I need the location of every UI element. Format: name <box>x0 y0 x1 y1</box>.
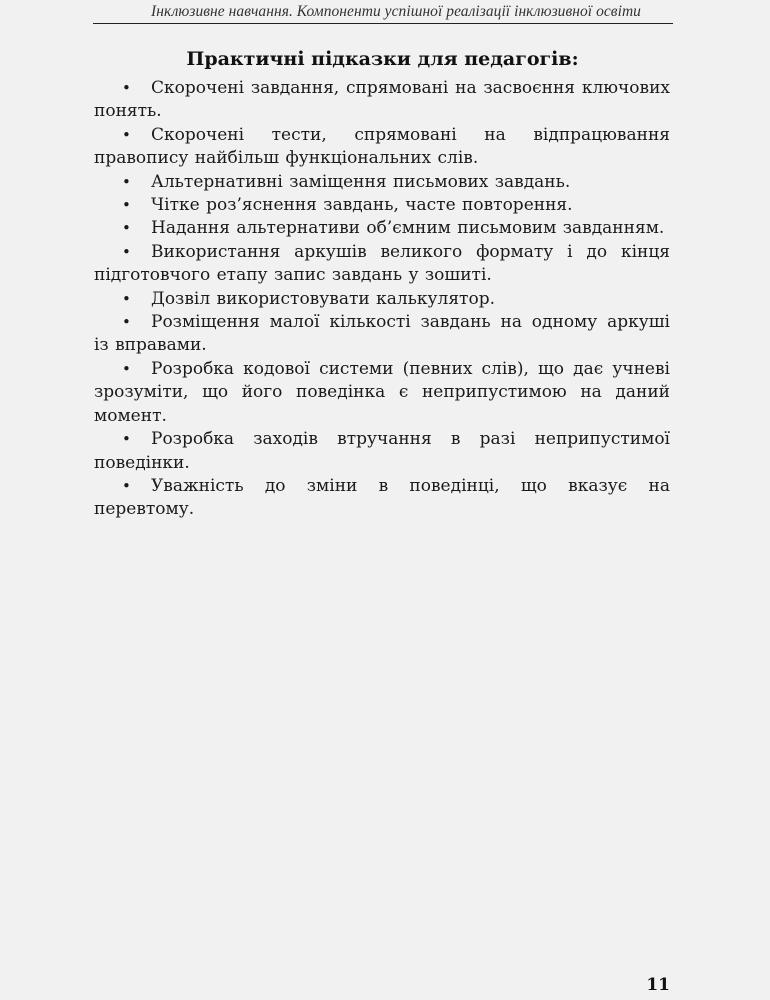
bullet-icon: • <box>122 289 131 308</box>
list-item <box>94 241 670 288</box>
bullet-icon: • <box>122 242 131 261</box>
list-item <box>94 311 670 358</box>
list-item <box>94 194 670 217</box>
tips-list <box>94 77 670 522</box>
bullet-icon: • <box>122 219 131 238</box>
list-item <box>94 428 670 475</box>
list-item-text: Скорочені завдання, спрямовані на засвоєння ключових понять. <box>94 78 670 122</box>
running-header-title: Інклюзивне навчання. Компоненти успішної реалізації інклюзивної освіти <box>151 3 641 20</box>
list-item-text: Скорочені тести, спрямовані на відпрацювання правопису найбільш функціональних слів. <box>94 124 670 169</box>
running-header <box>93 0 673 24</box>
bullet-icon: • <box>122 476 131 495</box>
list-item-text: Уважність до зміни в поведінці, що вказує на перевтому. <box>94 475 670 520</box>
list-item-text: Розробка заходів втручання в разі неприпустимої поведінки. <box>94 429 670 473</box>
page-number: 11 <box>646 975 670 995</box>
list-item-text: Надання альтернативи об’ємним письмовим завданням. <box>151 218 665 239</box>
list-item <box>94 475 670 522</box>
list-item <box>94 288 670 311</box>
list-item <box>94 77 670 124</box>
bullet-icon: • <box>122 196 131 215</box>
section-heading: Практичні підказки для педагогів: <box>186 48 579 70</box>
bullet-icon: • <box>122 125 131 144</box>
list-item <box>94 358 670 428</box>
bullet-icon: • <box>122 359 131 378</box>
list-item-text: Використання аркушів великого формату і до кінця підготовчого етапу запис завдань у зошиті. <box>94 241 670 286</box>
list-item-text: Розробка кодової системи (певних слів), що дає учневі зрозуміти, що його поведінка є неприпустимою на даний момент. <box>94 358 670 426</box>
bullet-icon: • <box>122 79 131 97</box>
list-item <box>94 124 670 171</box>
list-item-text: Чітке роз’яснення завдань, часте повторення. <box>151 195 573 216</box>
list-item-text: Дозвіл використовувати калькулятор. <box>151 288 495 309</box>
bullet-icon: • <box>122 313 131 332</box>
list-item <box>94 217 670 240</box>
list-item-text: Розміщення малої кількості завдань на одному аркуші із вправами. <box>94 312 670 356</box>
list-item <box>94 171 670 194</box>
bullet-icon: • <box>122 430 131 449</box>
bullet-icon: • <box>122 172 131 191</box>
list-item-text: Альтернативні заміщення письмових завдань. <box>151 171 571 192</box>
